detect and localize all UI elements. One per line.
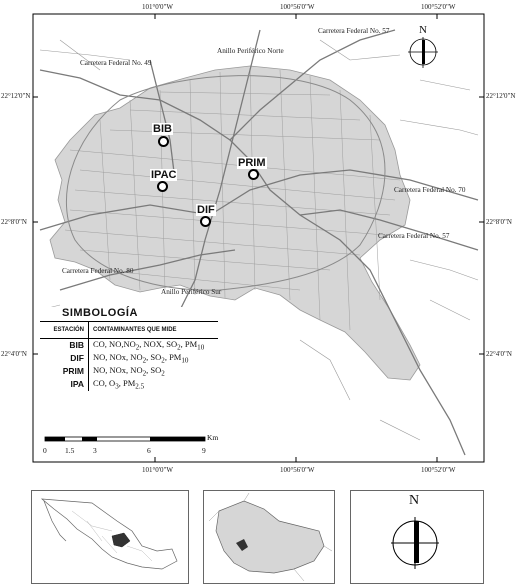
road-label-carretera-80: Carretera Federal No. 80: [62, 267, 134, 275]
coord-bottom-2: 100°56'0"W: [280, 466, 315, 474]
legend-col-pollutants: CONTAMINANTES QUE MIDE: [93, 327, 177, 333]
legend-row: [40, 352, 218, 365]
road-label-anillo-norte: Anillo Periférico Norte: [217, 47, 284, 55]
legend-row: [40, 339, 218, 352]
coord-left-3: 22°4'0"N: [1, 350, 27, 358]
legend-pollutants: NO, NOx, $NO_2$, $SO_2$: [93, 365, 165, 378]
scale-tick-1: 1.5: [65, 446, 75, 455]
coord-bottom-3: 100°52'0"W: [421, 466, 456, 474]
station-label-dif: DIF: [197, 204, 215, 216]
legend-rows: [40, 339, 218, 391]
inset-mexico: [31, 490, 189, 584]
road-label-anillo-sur: Anillo Periférico Sur: [161, 288, 222, 296]
scale-tick-0: 0: [43, 446, 47, 455]
station-marker-ipac: [157, 181, 168, 192]
coord-right-1: 22°12'0"N: [486, 92, 516, 100]
station-marker-bib: [158, 136, 169, 147]
inset-north-label: N: [409, 493, 420, 508]
scale-tick-4: 9: [202, 446, 206, 455]
coord-top-2: 100°56'0"W: [280, 3, 315, 11]
legend-header: [40, 321, 218, 339]
inset-north: [350, 490, 484, 584]
coord-right-3: 22°4'0"N: [486, 350, 512, 358]
legend-col-station: ESTACIÓN: [40, 322, 89, 338]
station-marker-dif: [200, 216, 211, 227]
coord-top-1: 101°0'0"W: [142, 3, 174, 11]
north-label: N: [419, 24, 427, 36]
coord-right-2: 22°8'0"N: [486, 218, 512, 226]
legend: [40, 307, 218, 391]
coord-left-1: 22°12'0"N: [1, 92, 31, 100]
legend-station: PRIM: [40, 365, 89, 378]
coord-top-3: 100°52'0"W: [421, 3, 456, 11]
road-label-carretera-57-top: Carretera Federal No. 57: [318, 27, 390, 35]
scale-bar: [45, 437, 205, 441]
station-label-bib: BIB: [153, 123, 172, 135]
inset-state: [203, 490, 335, 584]
station-label-ipac: IPAC: [151, 169, 177, 181]
road-label-carretera-70: Carretera Federal No. 70: [394, 186, 466, 194]
road-label-carretera-57-right: Carretera Federal No. 57: [378, 232, 450, 240]
legend-row: [40, 365, 218, 378]
legend-station: IPA: [40, 378, 89, 391]
scale-tick-3: 6: [147, 446, 151, 455]
legend-title: SIMBOLOGÍA: [62, 307, 138, 319]
station-marker-prim: [248, 169, 259, 180]
legend-row: [40, 378, 218, 391]
scale-tick-2: 3: [93, 446, 97, 455]
road-label-carretera-49: Carretera Federal No. 49: [80, 59, 152, 67]
station-label-prim: PRIM: [238, 157, 266, 169]
legend-pollutants: CO, $NO,NO_2$, NOX, $SO_2$, $PM_{10}$: [93, 339, 205, 352]
coord-left-2: 22°8'0"N: [1, 218, 27, 226]
legend-station: BIB: [40, 339, 89, 352]
legend-pollutants: NO, NOx, $NO_2$, $SO_2$, $PM_{10}$: [93, 352, 189, 365]
legend-station: DIF: [40, 352, 89, 365]
legend-pollutants: CO, $O_3$, $PM_{2.5}$: [93, 378, 145, 391]
coord-bottom-1: 101°0'0"W: [142, 466, 174, 474]
scale-unit: Km: [207, 433, 219, 442]
